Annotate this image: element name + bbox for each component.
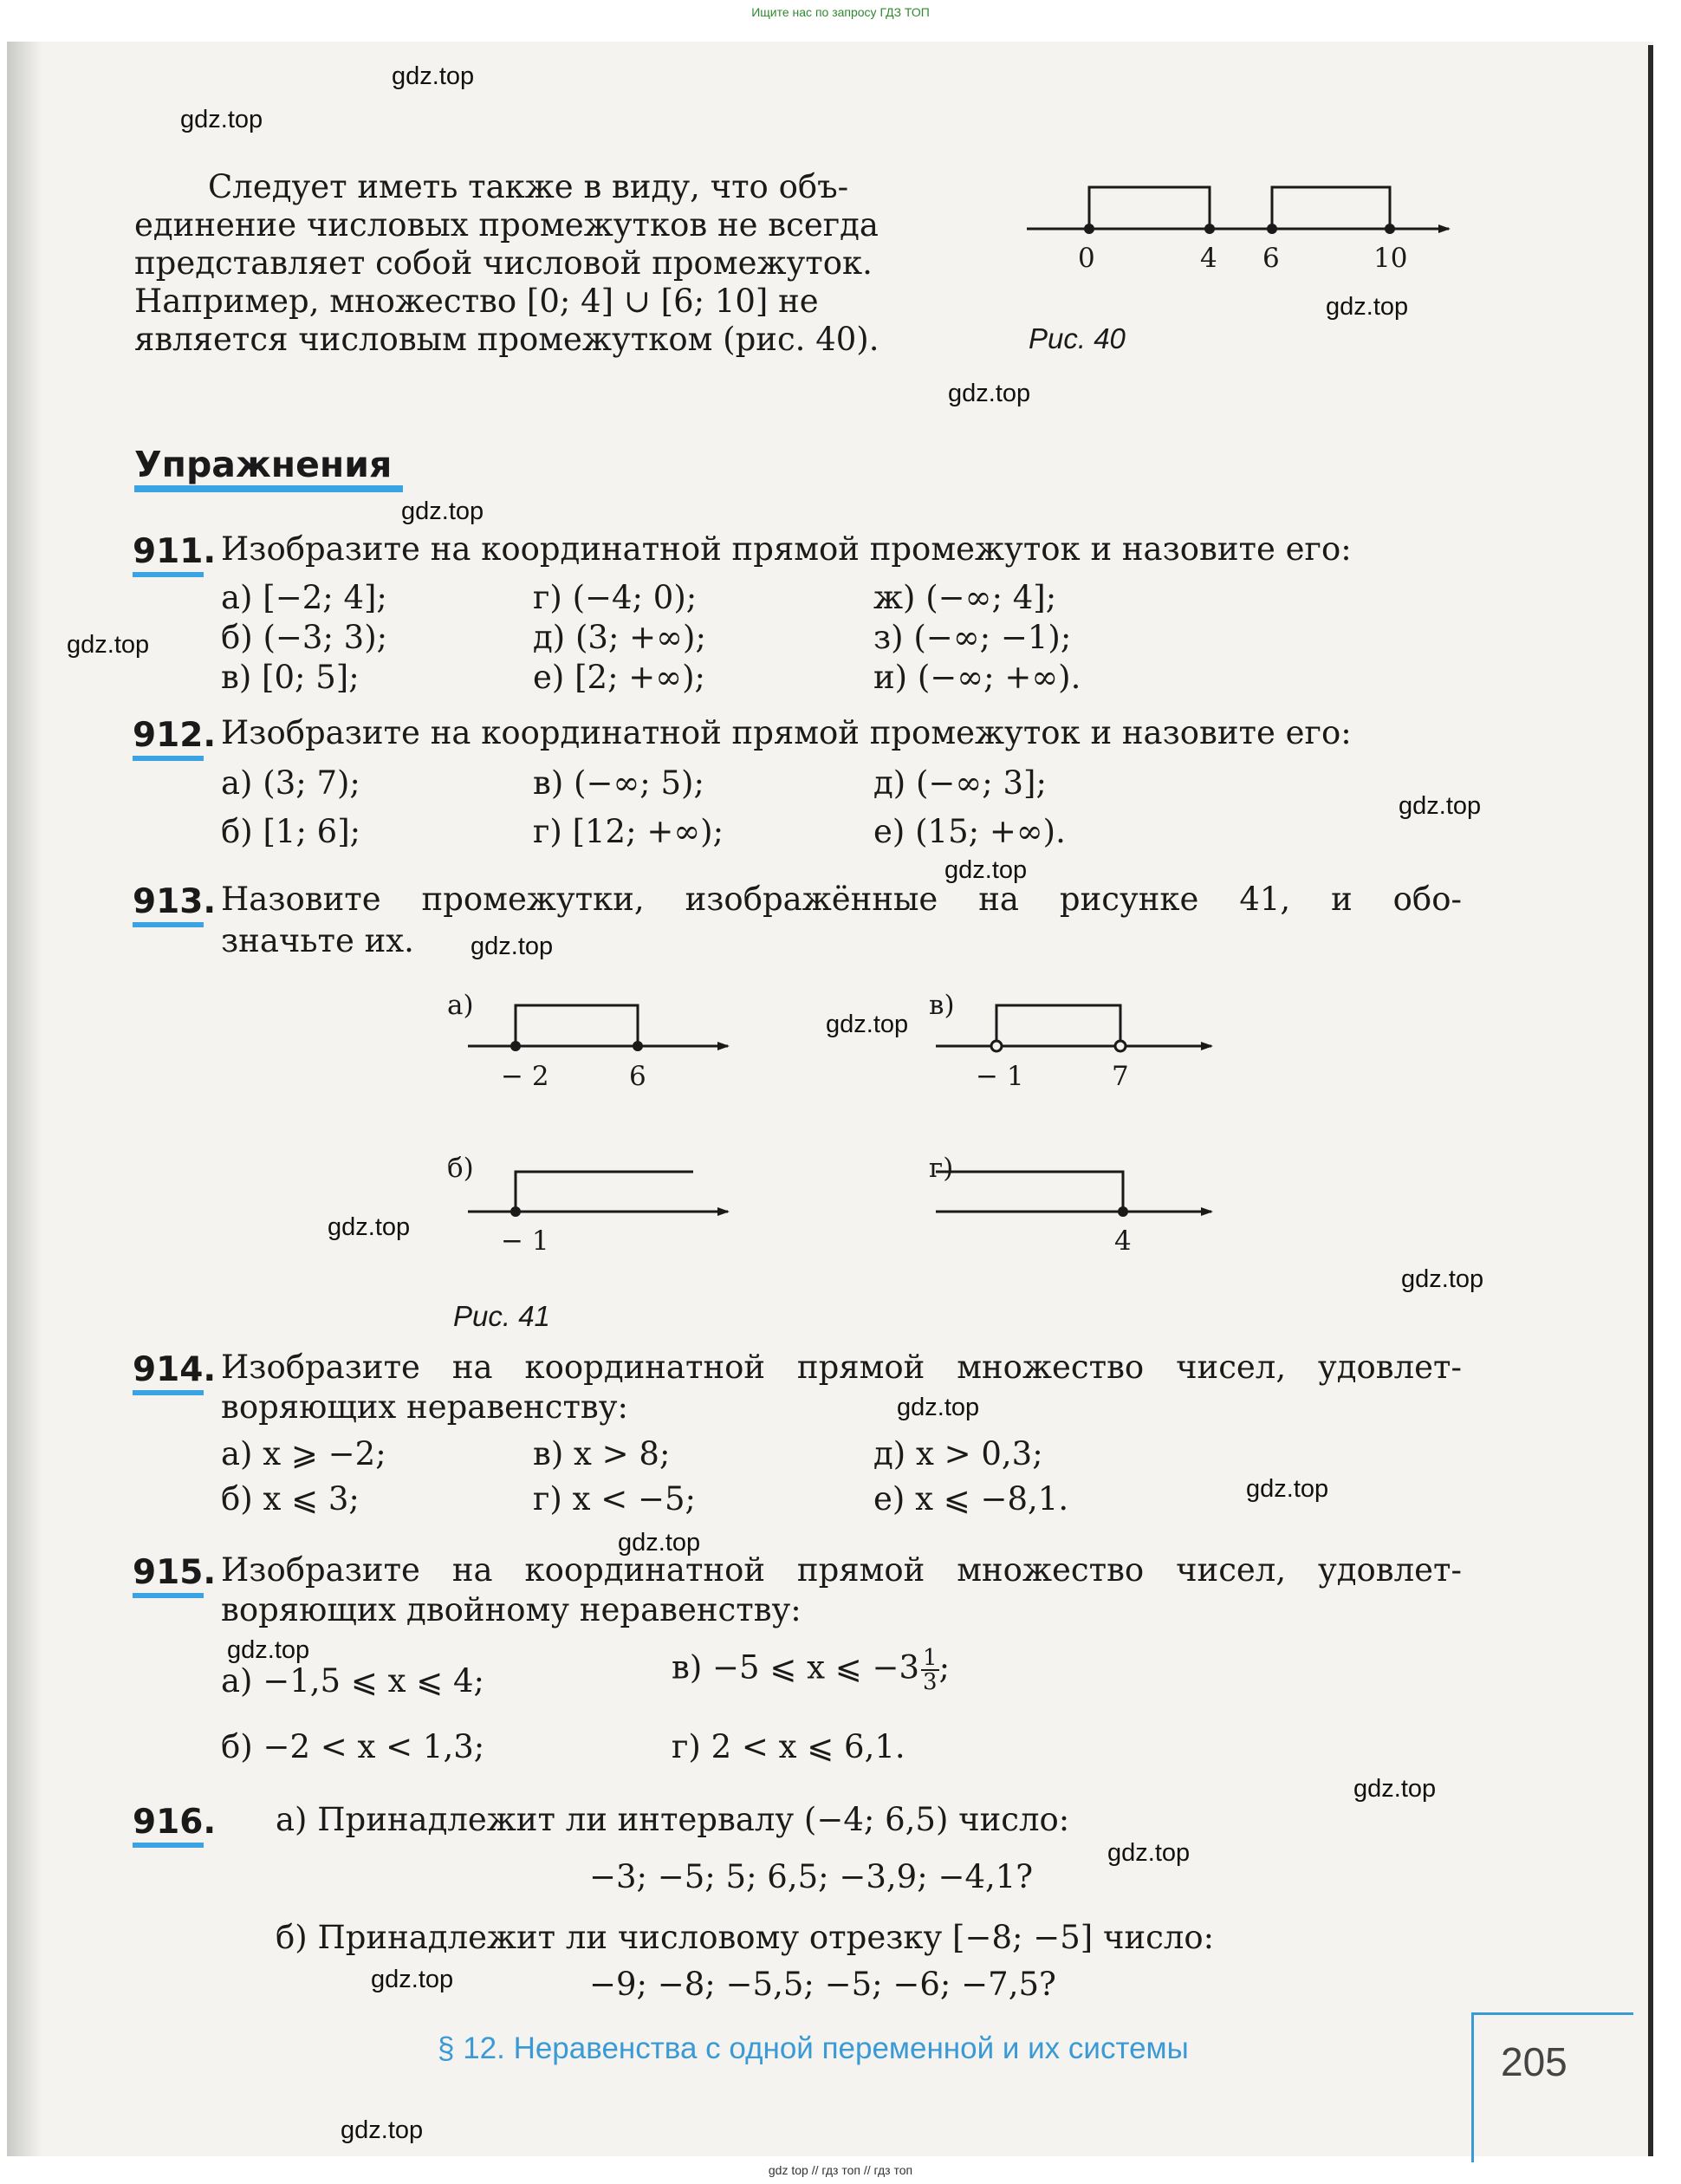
tick-label: 10	[1373, 243, 1408, 274]
subfigure-label: б)	[447, 1153, 474, 1184]
closed-point	[1267, 224, 1277, 234]
tick-label: − 2	[501, 1061, 549, 1092]
exercise-text: воряющих двойному неравенству:	[221, 1591, 802, 1628]
watermark: gdz.top	[897, 1394, 980, 1421]
exercise-number: 913.	[133, 882, 217, 921]
exercise-text: Изобразите на координатной прямой множество чисел, удовлет-	[221, 1349, 1462, 1386]
exercise-item: б) (−3; 3);	[221, 619, 388, 656]
figure-41b	[468, 1172, 728, 1217]
watermark: gdz.top	[471, 933, 554, 960]
intro-line: единение числовых промежутков не всегда	[134, 206, 879, 244]
exercise-item: г) (−4; 0);	[533, 579, 698, 616]
interval-bracket	[516, 1005, 638, 1046]
number-underline	[133, 572, 204, 577]
exercise-item: а) x ⩾ −2;	[221, 1435, 386, 1472]
interval-bracket	[996, 1005, 1120, 1046]
intro-line: Следует иметь также в виду, что объ-	[208, 168, 849, 205]
interval-bracket	[1089, 187, 1210, 229]
exercise-text: а) Принадлежит ли интервалу (−4; 6,5) число:	[276, 1801, 1070, 1838]
fraction	[921, 1647, 939, 1693]
interval-bracket	[516, 1172, 693, 1212]
closed-point	[1118, 1206, 1128, 1217]
tick-label: 6	[1262, 243, 1280, 274]
exercise-number: 914.	[133, 1350, 217, 1389]
exercise-text: значьте их.	[221, 922, 414, 959]
exercise-item: е) (15; +∞).	[873, 813, 1066, 850]
watermark: gdz.top	[227, 1636, 310, 1664]
exercise-item: б) [1; 6];	[221, 813, 361, 850]
exercise-item: г) x < −5;	[533, 1480, 696, 1518]
running-footer: § 12. Неравенства с одной переменной и их системы	[438, 2031, 1189, 2065]
exercise-item: а) (3; 7);	[221, 764, 360, 802]
interval-bracket	[936, 1172, 1123, 1212]
exercise-number: 915.	[133, 1553, 217, 1592]
exercise-item: д) (−∞; 3];	[873, 764, 1047, 802]
figure-41a	[468, 1005, 728, 1051]
watermark: gdz.top	[401, 497, 484, 525]
number-underline	[133, 756, 204, 761]
tick-label: 4	[1200, 243, 1217, 274]
subfigure-label: г)	[929, 1153, 954, 1184]
watermark: gdz.top	[1401, 1265, 1484, 1293]
tick-label: 0	[1078, 243, 1095, 274]
exercise-item: г) [12; +∞);	[533, 813, 724, 850]
watermark: gdz.top	[618, 1529, 701, 1557]
watermark: gdz.top	[1246, 1475, 1329, 1503]
exercise-item: и) (−∞; +∞).	[873, 659, 1081, 696]
bottom-note[interactable]: gdz top // гдз топ // гдз топ	[768, 2163, 913, 2177]
watermark: gdz.top	[180, 106, 263, 133]
tick-label: − 1	[976, 1061, 1024, 1092]
exercise-item: в) x > 8;	[533, 1435, 671, 1472]
watermark: gdz.top	[1107, 1839, 1191, 1867]
watermark: gdz.top	[392, 62, 475, 90]
closed-point	[1385, 224, 1395, 234]
figure-41g	[936, 1172, 1211, 1217]
closed-point	[1084, 224, 1094, 234]
exercise-item: е) x ⩽ −8,1.	[873, 1480, 1069, 1518]
exercise-item: б) x ⩽ 3;	[221, 1480, 360, 1518]
tick-label: 4	[1114, 1225, 1132, 1257]
exercise-item: а) [−2; 4];	[221, 579, 387, 616]
closed-point	[633, 1041, 643, 1051]
watermark: gdz.top	[371, 1966, 454, 1993]
exercise-text: б) Принадлежит ли числовому отрезку [−8; −5] число:	[276, 1919, 1215, 1956]
watermark: gdz.top	[944, 856, 1028, 884]
figure-caption: Рис. 40	[1029, 322, 1126, 354]
exercise-item-v	[672, 1647, 950, 1693]
closed-point	[510, 1041, 521, 1051]
exercise-number: 911.	[133, 532, 217, 571]
figure-caption: Рис. 41	[453, 1300, 550, 1332]
subfigure-label: в)	[929, 990, 955, 1021]
number-underline	[133, 1843, 204, 1848]
exercise-item: в) (−∞; 5);	[533, 764, 704, 802]
exercise-text: Изобразите на координатной прямой множество чисел, удовлет-	[221, 1551, 1462, 1589]
watermark: gdz.top	[67, 631, 150, 659]
watermark: gdz.top	[948, 380, 1031, 407]
closed-point	[1204, 224, 1215, 234]
section-heading: Упражнения	[134, 444, 393, 485]
subfigure-label: а)	[447, 990, 474, 1021]
open-point	[991, 1041, 1002, 1051]
number-underline	[133, 922, 204, 927]
intro-line: Например, множество [0; 4] ∪ [6; 10] не	[134, 283, 819, 320]
figure-40	[1027, 187, 1449, 234]
expression: в) −5 ⩽ x ⩽ −3	[672, 1648, 920, 1687]
interval-bracket	[1272, 187, 1390, 229]
fraction-numerator: 1	[923, 1645, 938, 1671]
open-point	[1115, 1041, 1126, 1051]
exercise-text: Назовите промежутки, изображённые на рисунке 41, и обо-	[221, 881, 1462, 918]
closed-point	[510, 1206, 521, 1217]
intro-line: представляет собой числовой промежуток.	[134, 244, 873, 282]
watermark: gdz.top	[341, 2116, 424, 2144]
exercise-number: 912.	[133, 716, 217, 755]
figure-41v	[936, 1005, 1211, 1051]
exercise-text: Изобразите на координатной прямой промежуток и назовите его:	[221, 530, 1352, 568]
tick-label: 7	[1112, 1061, 1129, 1092]
exercise-item: в) [0; 5];	[221, 659, 360, 696]
number-underline	[133, 1593, 204, 1598]
exercise-item: г) 2 < x ⩽ 6,1.	[672, 1728, 905, 1765]
exercise-item: д) (3; +∞);	[533, 619, 706, 656]
exercise-values: −9; −8; −5,5; −5; −6; −7,5?	[589, 1966, 1056, 2003]
top-note[interactable]: Ищите нас по запросу ГДЗ ТОП	[751, 5, 930, 19]
watermark: gdz.top	[328, 1213, 411, 1241]
exercise-item: ж) (−∞; 4];	[873, 579, 1057, 616]
number-underline	[133, 1390, 204, 1395]
exercise-text: воряющих неравенству:	[221, 1388, 628, 1426]
exercise-text: Изобразите на координатной прямой промежуток и назовите его:	[221, 714, 1352, 751]
exercise-item: д) x > 0,3;	[873, 1435, 1043, 1472]
watermark: gdz.top	[1399, 792, 1482, 820]
page-number: 205	[1501, 2039, 1567, 2084]
exercise-item: з) (−∞; −1);	[873, 619, 1072, 656]
intro-line: является числовым промежутком (рис. 40).	[134, 321, 879, 358]
exercise-number: 916.	[133, 1803, 217, 1842]
watermark: gdz.top	[1326, 293, 1409, 321]
exercise-values: −3; −5; 5; 6,5; −3,9; −4,1?	[589, 1858, 1034, 1895]
exercise-item: б) −2 < x < 1,3;	[221, 1728, 485, 1765]
page-number-box	[1471, 2012, 1633, 2162]
exercise-item: а) −1,5 ⩽ x ⩽ 4;	[221, 1662, 485, 1700]
expression-end: ;	[938, 1648, 951, 1687]
tick-label: − 1	[501, 1225, 549, 1257]
exercise-item: е) [2; +∞);	[533, 659, 706, 696]
fraction-denominator: 3	[923, 1669, 938, 1695]
watermark: gdz.top	[826, 1011, 909, 1038]
tick-label: 6	[629, 1061, 646, 1092]
heading-underline	[134, 485, 403, 492]
watermark: gdz.top	[1353, 1775, 1437, 1803]
